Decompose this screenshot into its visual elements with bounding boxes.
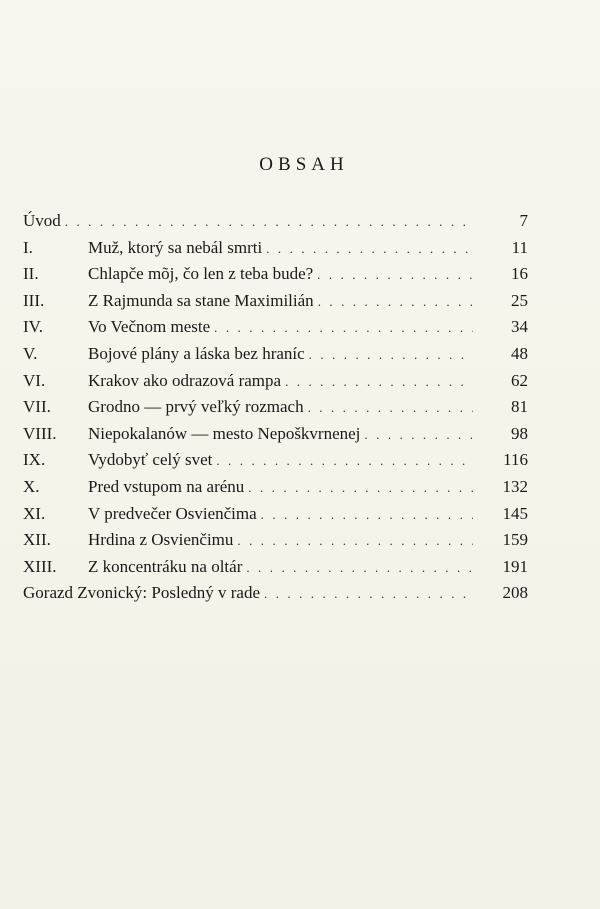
- dot-leader: [65, 209, 473, 236]
- dot-leader: [237, 528, 473, 555]
- dot-leader: [364, 422, 473, 449]
- page-title: OBSAH: [259, 154, 349, 175]
- toc-entry-title: V predvečer Osvienčima: [88, 503, 257, 523]
- toc-entry-number: V.: [23, 343, 38, 363]
- toc-entry-title: Chlapče mõj, čo len z teba bude?: [88, 264, 314, 284]
- toc-entry-page: 34: [511, 317, 528, 337]
- toc-entry: [23, 580, 528, 607]
- toc-entry-title: Bojové plány a láska bez hraníc: [88, 343, 305, 363]
- toc-entry-page: 145: [502, 503, 528, 523]
- toc-entry-number: I.: [23, 237, 33, 257]
- dot-leader: [214, 315, 473, 342]
- toc-entry: [23, 341, 528, 368]
- toc-entry-page: 132: [502, 476, 528, 496]
- toc-entry: [23, 447, 528, 474]
- toc-entry-title: Vydobyť celý svet: [88, 450, 213, 470]
- toc-entry-title: Vo Večnom meste: [88, 317, 211, 337]
- toc-entry-number: IX.: [23, 450, 46, 470]
- toc-entry: [23, 288, 528, 315]
- toc-entry-page: 191: [502, 556, 528, 576]
- dot-leader: [261, 502, 473, 529]
- toc-entry-page: 16: [511, 264, 528, 284]
- toc-entry: [23, 235, 528, 262]
- toc-entry-title: Krakov ako odrazová rampa: [88, 370, 282, 390]
- toc-entry-title: Pred vstupom na arénu: [88, 476, 245, 496]
- toc-entry: [23, 421, 528, 448]
- toc-entry-page: 208: [502, 583, 528, 603]
- dot-leader: [317, 262, 473, 289]
- toc-entry: [23, 394, 528, 421]
- toc-entry-page: 98: [511, 423, 528, 443]
- toc-entry: [23, 208, 528, 235]
- dot-leader: [308, 395, 473, 422]
- toc-entry: [23, 261, 528, 288]
- table-of-contents: [23, 208, 528, 607]
- toc-entry-page: 116: [503, 450, 528, 470]
- toc-entry-page: 7: [519, 211, 528, 230]
- toc-entry-page: 62: [511, 370, 528, 390]
- toc-entry-page: 159: [502, 530, 528, 550]
- toc-entry-title: Muž, ktorý sa nebál smrti: [88, 237, 263, 257]
- toc-entry-number: VIII.: [23, 423, 57, 443]
- toc-entry: [23, 501, 528, 528]
- toc-entry-title: Hrdina z Osvienčimu: [88, 530, 234, 550]
- dot-leader: [266, 236, 473, 263]
- dot-leader: [248, 475, 473, 502]
- toc-entry: [23, 554, 528, 581]
- dot-leader: [318, 289, 473, 316]
- toc-entry-page: 25: [511, 290, 528, 310]
- toc-entry-number: XIII.: [23, 556, 57, 576]
- toc-entry: [23, 527, 528, 554]
- toc-entry-page: 48: [511, 343, 528, 363]
- dot-leader: [309, 342, 473, 369]
- toc-entry-page: 11: [511, 237, 528, 257]
- toc-entry-number: VII.: [23, 397, 51, 417]
- toc-entry-title: Grodno — prvý veľký rozmach: [88, 397, 304, 417]
- toc-entry-title: Z Rajmunda sa stane Maximilián: [88, 290, 314, 310]
- toc-entry: [23, 314, 528, 341]
- toc-entry: [23, 474, 528, 501]
- toc-entry-number: III.: [23, 290, 45, 310]
- toc-entry-number: II.: [23, 264, 39, 284]
- toc-entry-title: Z koncentráku na oltár: [88, 556, 243, 576]
- toc-entry-number: IV.: [23, 317, 43, 337]
- toc-entry-title: Úvod: [23, 211, 61, 230]
- toc-entry-number: VI.: [23, 370, 46, 390]
- dot-leader: [285, 369, 473, 396]
- toc-entry-number: XII.: [23, 530, 51, 550]
- toc-entry-number: X.: [23, 476, 40, 496]
- toc-entry-number: XI.: [23, 503, 46, 523]
- toc-entry: [23, 368, 528, 395]
- toc-entry-title: Gorazd Zvonický: Posledný v rade: [23, 583, 260, 603]
- toc-entry-page: 81: [511, 397, 528, 417]
- dot-leader: [264, 581, 473, 608]
- toc-entry-title: Niepokalanów — mesto Nepoškvrnenej: [88, 423, 361, 443]
- dot-leader: [216, 448, 473, 475]
- dot-leader: [246, 555, 473, 582]
